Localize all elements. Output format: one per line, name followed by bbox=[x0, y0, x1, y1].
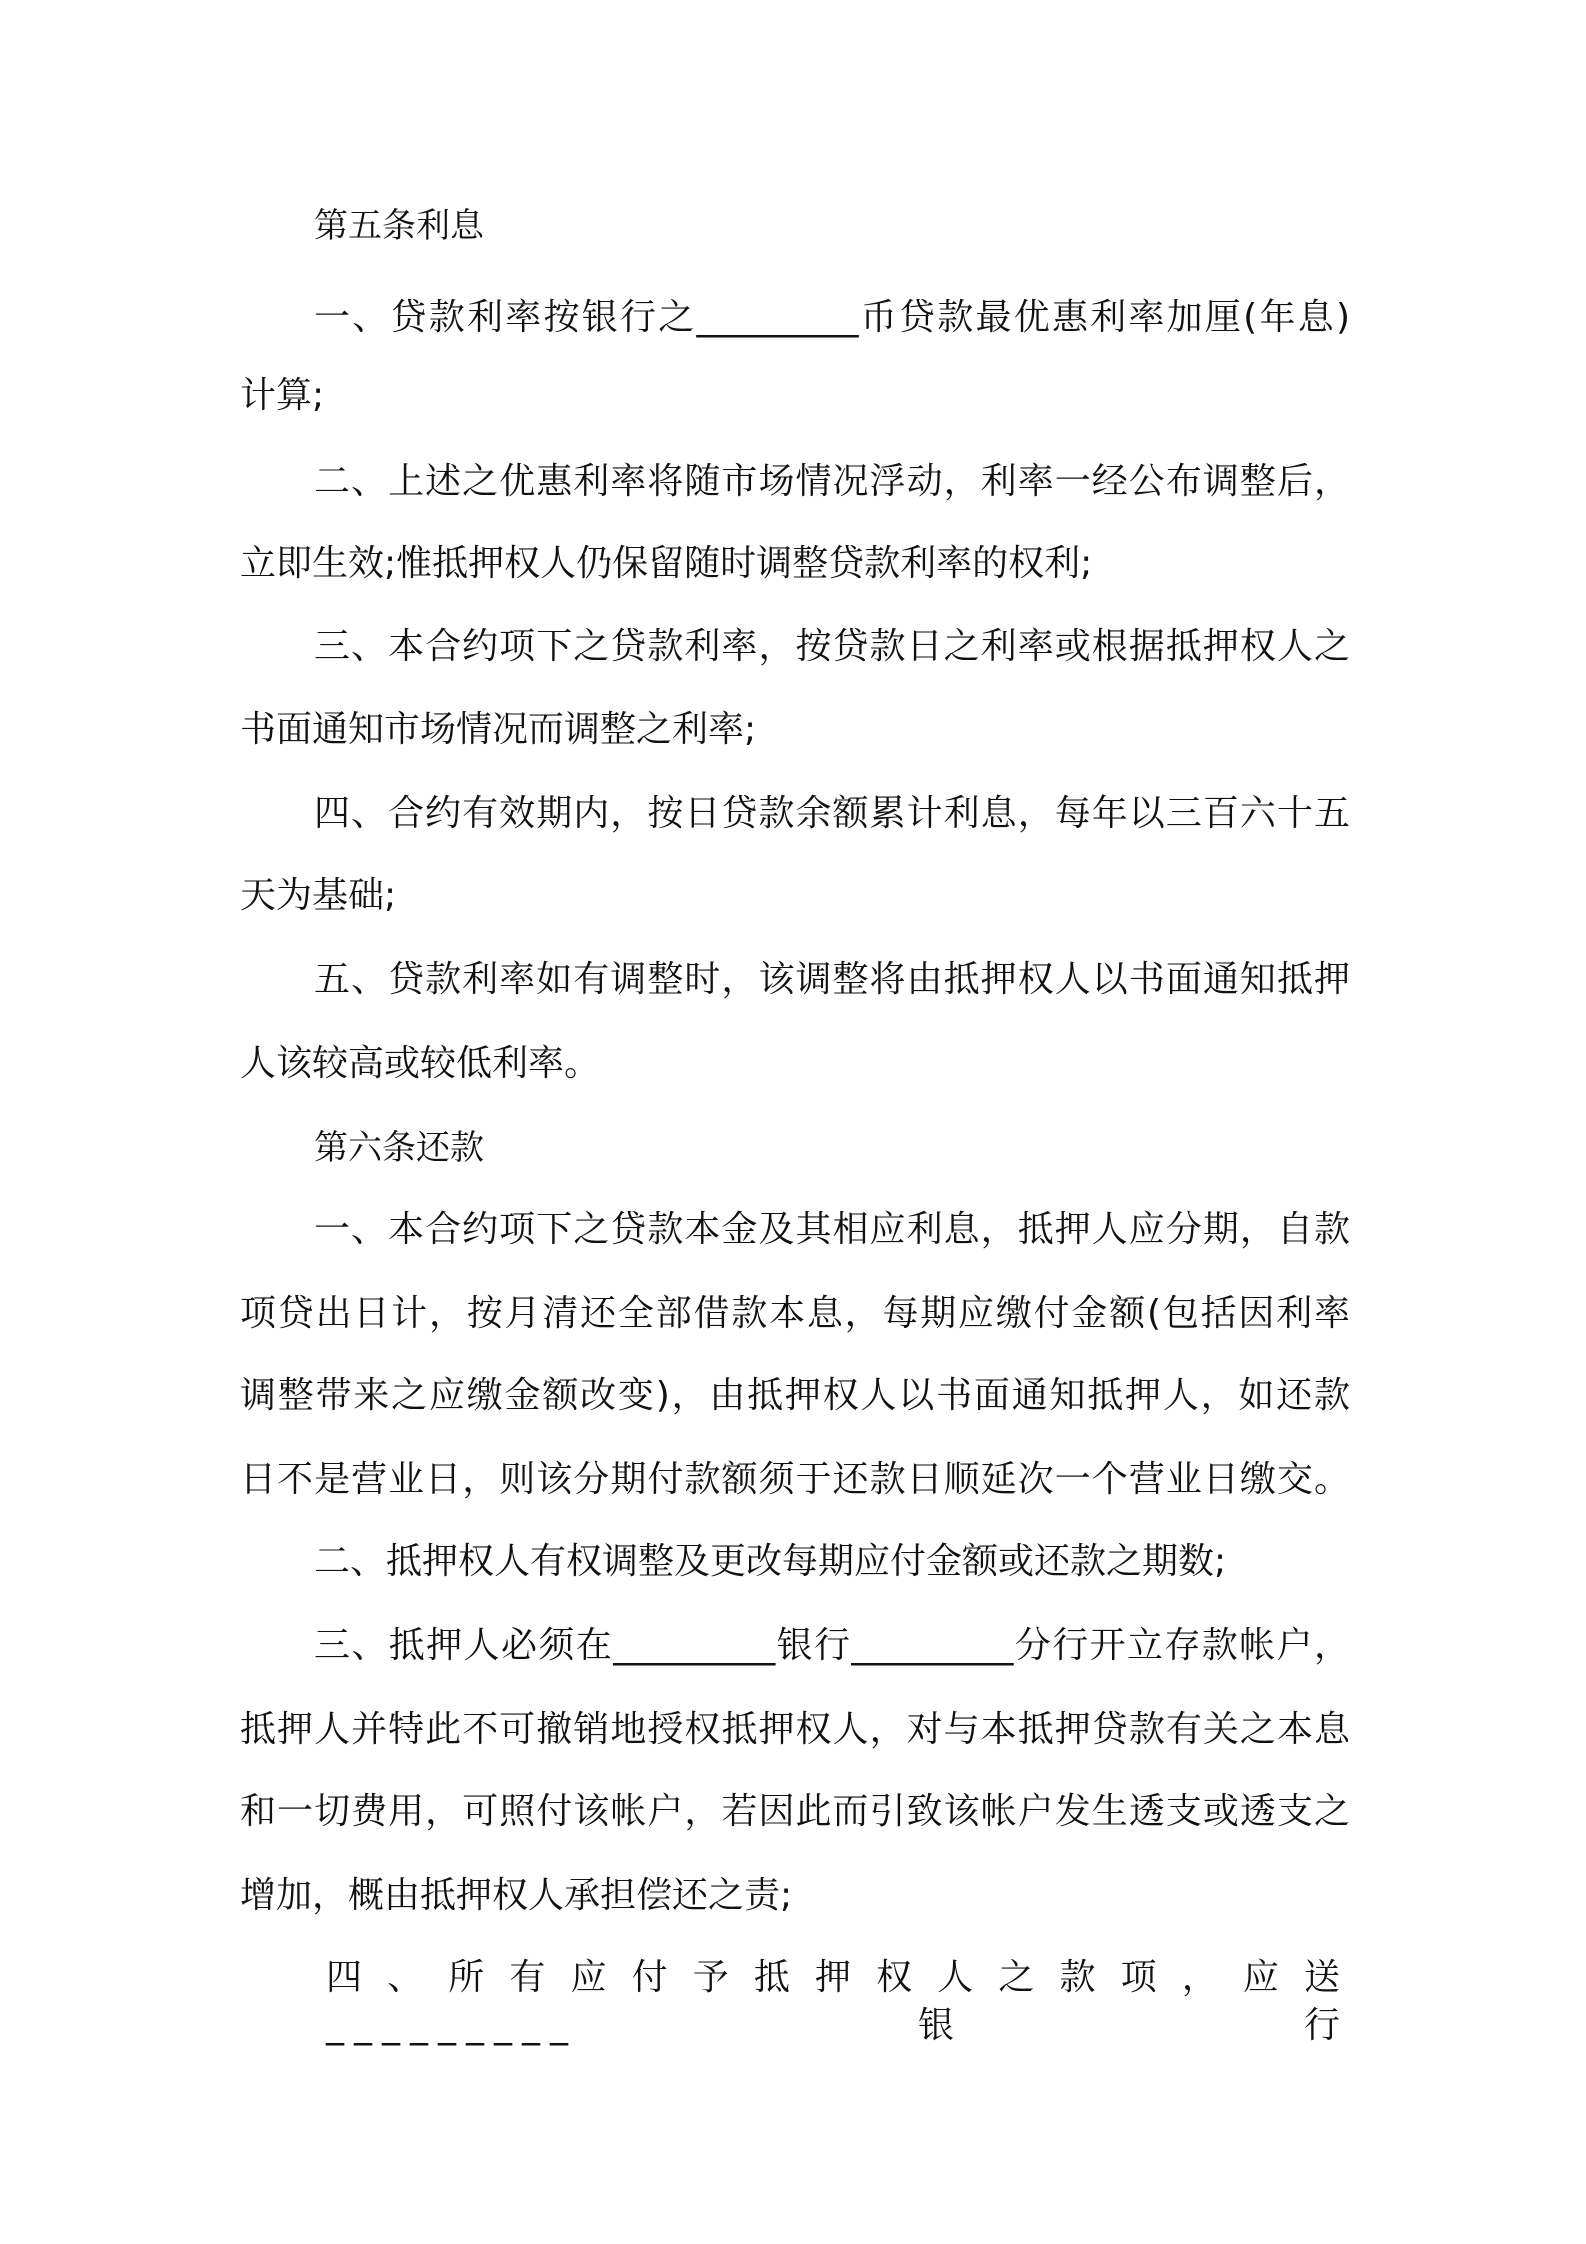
article-6-clause-1-line-4: 日不是营业日，则该分期付款额须于还款日顺延次一个营业日缴交。 bbox=[240, 1459, 1350, 1500]
article-6-clause-3-line-4: 增加，概由抵押权人承担偿还之责; bbox=[240, 1875, 793, 1916]
article-6-clause-1-line-3: 调整带来之应缴金额改变)，由抵押权人以书面通知抵押人，如还款 bbox=[240, 1375, 1350, 1416]
article-5-clause-2-line-1: 二、上述之优惠利率将随市场情况浮动，利率一经公布调整后， bbox=[314, 461, 1350, 502]
article-5-heading: 第五条利息 bbox=[314, 206, 484, 246]
article-5-clause-1-line-2: 计算; bbox=[240, 375, 325, 416]
article-5-clause-1-line-1: 一、贷款利率按银行之_________币贷款最优惠利率加厘(年息) bbox=[314, 297, 1350, 338]
article-6-clause-1-line-2: 项贷出日计，按月清还全部借款本息，每期应缴付金额(包括因利率 bbox=[240, 1293, 1350, 1334]
article-5-clause-3-line-2: 书面通知市场情况而调整之利率; bbox=[240, 709, 757, 750]
article-5-clause-3-line-1: 三、本合约项下之贷款利率，按贷款日之利率或根据抵押权人之 bbox=[314, 626, 1350, 667]
article-5-clause-5-line-1: 五、贷款利率如有调整时，该调整将由抵押权人以书面通知抵押 bbox=[314, 959, 1350, 1000]
article-6-clause-1-line-1: 一、本合约项下之贷款本金及其相应利息，抵押人应分期，自款 bbox=[314, 1209, 1350, 1250]
article-6-clause-2-line-1: 二、抵押权人有权调整及更改每期应付金额或还款之期数; bbox=[314, 1541, 1227, 1582]
article-6-clause-4-line-1: 四、所有应付予抵押权人之款项，应送_________银行 bbox=[326, 1957, 1350, 2046]
article-6-clause-3-line-1: 三、抵押人必须在_________银行_________分行开立存款帐户， bbox=[314, 1625, 1350, 1666]
article-6-clause-3-line-2: 抵押人并特此不可撤销地授权抵押权人，对与本抵押贷款有关之本息 bbox=[240, 1709, 1350, 1750]
article-5-clause-5-line-2: 人该较高或较低利率。 bbox=[240, 1043, 601, 1084]
article-5-clause-2-line-2: 立即生效;惟抵押权人仍保留随时调整贷款利率的权利; bbox=[240, 543, 1093, 584]
article-5-clause-4-line-2: 天为基础; bbox=[240, 875, 397, 916]
article-6-heading: 第六条还款 bbox=[314, 1128, 484, 1168]
article-5-clause-4-line-1: 四、合约有效期内，按日贷款余额累计利息，每年以三百六十五 bbox=[314, 793, 1350, 834]
article-6-clause-3-line-3: 和一切费用，可照付该帐户，若因此而引致该帐户发生透支或透支之 bbox=[240, 1791, 1350, 1832]
